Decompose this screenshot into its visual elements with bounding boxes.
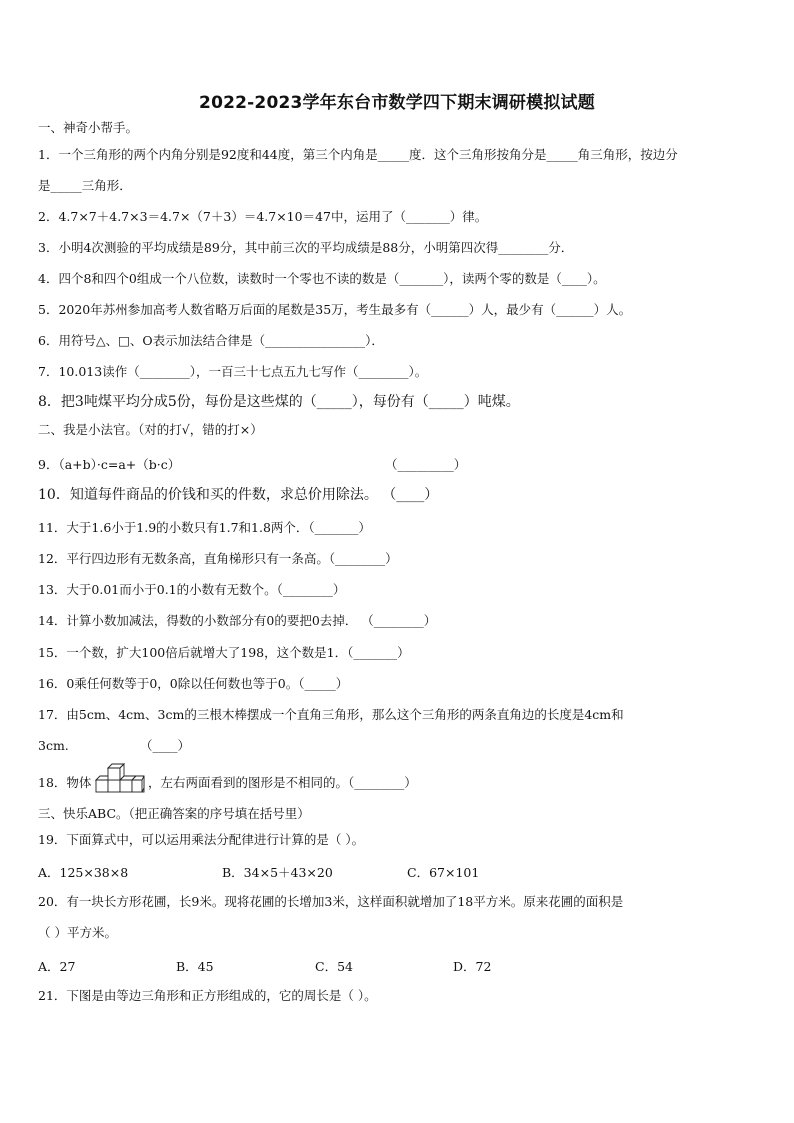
- question-19: 19．下面算式中，可以运用乘法分配律进行计算的是（ ）。: [38, 832, 365, 847]
- question-21: 21．下图是由等边三角形和正方形组成的，它的周长是（ ）。: [38, 988, 377, 1003]
- question-14: 14．计算小数加减法，得数的小数部分有0的要把0去掉． （________）: [38, 613, 437, 628]
- question-17-line-2: 3cm.: [38, 738, 69, 753]
- question-20-line-1: 20．有一块长方形花圃，长9米。现将花圃的长增加3米，这样面积就增加了18平方米。原来花圃的面积是: [38, 894, 624, 909]
- question-9-answer-blank: （_________）: [385, 457, 467, 472]
- section-heading-3: 三、快乐ABC。（把正确答案的序号填在括号里）: [38, 806, 310, 821]
- section-heading-2: 二、我是小法官。（对的打√，错的打×）: [38, 422, 263, 437]
- question-20-option-a: A．27: [38, 959, 76, 974]
- question-18-prefix: 18．物体: [38, 775, 92, 790]
- question-20-option-b: B．45: [176, 959, 214, 974]
- question-19-option-c: C．67×101: [407, 865, 480, 880]
- question-19-option-a: A．125×38×8: [38, 865, 129, 880]
- page-title: 2022-2023学年东台市数学四下期末调研模拟试题: [199, 93, 595, 113]
- section-heading-1: 一、神奇小帮手。: [38, 120, 139, 135]
- question-5: 5．2020年苏州参加高考人数省略万后面的尾数是35万，考生最多有（______）人，最少有（______）人。: [38, 302, 632, 317]
- question-10: 10．知道每件商品的价钱和买的件数，求总价用除法。 （____）: [38, 487, 439, 503]
- question-6: 6．用符号△、□、O表示加法结合律是（________________）．: [38, 333, 384, 348]
- question-18-text: ，左右两面看到的图形是不相同的。（________）: [148, 775, 417, 790]
- question-12: 12．平行四边形有无数条高，直角梯形只有一条高。（________）: [38, 551, 398, 566]
- question-16: 16．0乘任何数等于0，0除以任何数也等于0。（_____）: [38, 676, 349, 691]
- question-2: 2．4.7×7＋4.7×3＝4.7×（7＋3）＝4.7×10＝47中，运用了（_______）律。: [38, 209, 488, 224]
- question-19-option-b: B．34×5＋43×20: [222, 865, 333, 880]
- question-20-option-d: D．72: [453, 959, 492, 974]
- question-20-option-c: C．54: [315, 959, 353, 974]
- question-4: 4．四个8和四个0组成一个八位数，读数时一个零也不读的数是（_______），读两个零的数是（____）。: [38, 271, 606, 286]
- question-9-expression: 9．（a+b）·c=a+（b·c）: [38, 457, 181, 472]
- question-8: 8．把3吨煤平均分成5份，每份是这些煤的（_____），每份有（_____）吨煤。: [38, 394, 520, 410]
- question-11: 11．大于1.6小于1.9的小数只有1.7和1.8两个．（_______）: [38, 520, 371, 535]
- question-1-line-1: 1．一个三角形的两个内角分别是92度和44度，第三个内角是_____度．这个三角形按角分是_____角三角形，按边分: [38, 147, 678, 162]
- question-7: 7．10.013读作（________），一百三十七点五九七写作（________）。: [38, 364, 428, 379]
- cube-stack-figure: [94, 762, 146, 798]
- question-17-line-1: 17．由5cm、4cm、3cm的三根木棒摆成一个直角三角形，那么这个三角形的两条直角边的长度是4cm和: [38, 707, 624, 722]
- question-3: 3．小明4次测验的平均成绩是89分，其中前三次的平均成绩是88分，小明第四次得________分．: [38, 240, 574, 255]
- question-1-line-2: 是_____三角形．: [38, 178, 132, 193]
- question-17-answer-blank: （____）: [140, 738, 191, 753]
- question-13: 13．大于0.01而小于0.1的小数有无数个。（________）: [38, 582, 346, 597]
- question-15: 15．一个数，扩大100倍后就增大了198，这个数是1．（_______）: [38, 645, 410, 660]
- question-20-line-2: （ ）平方米。: [38, 925, 117, 940]
